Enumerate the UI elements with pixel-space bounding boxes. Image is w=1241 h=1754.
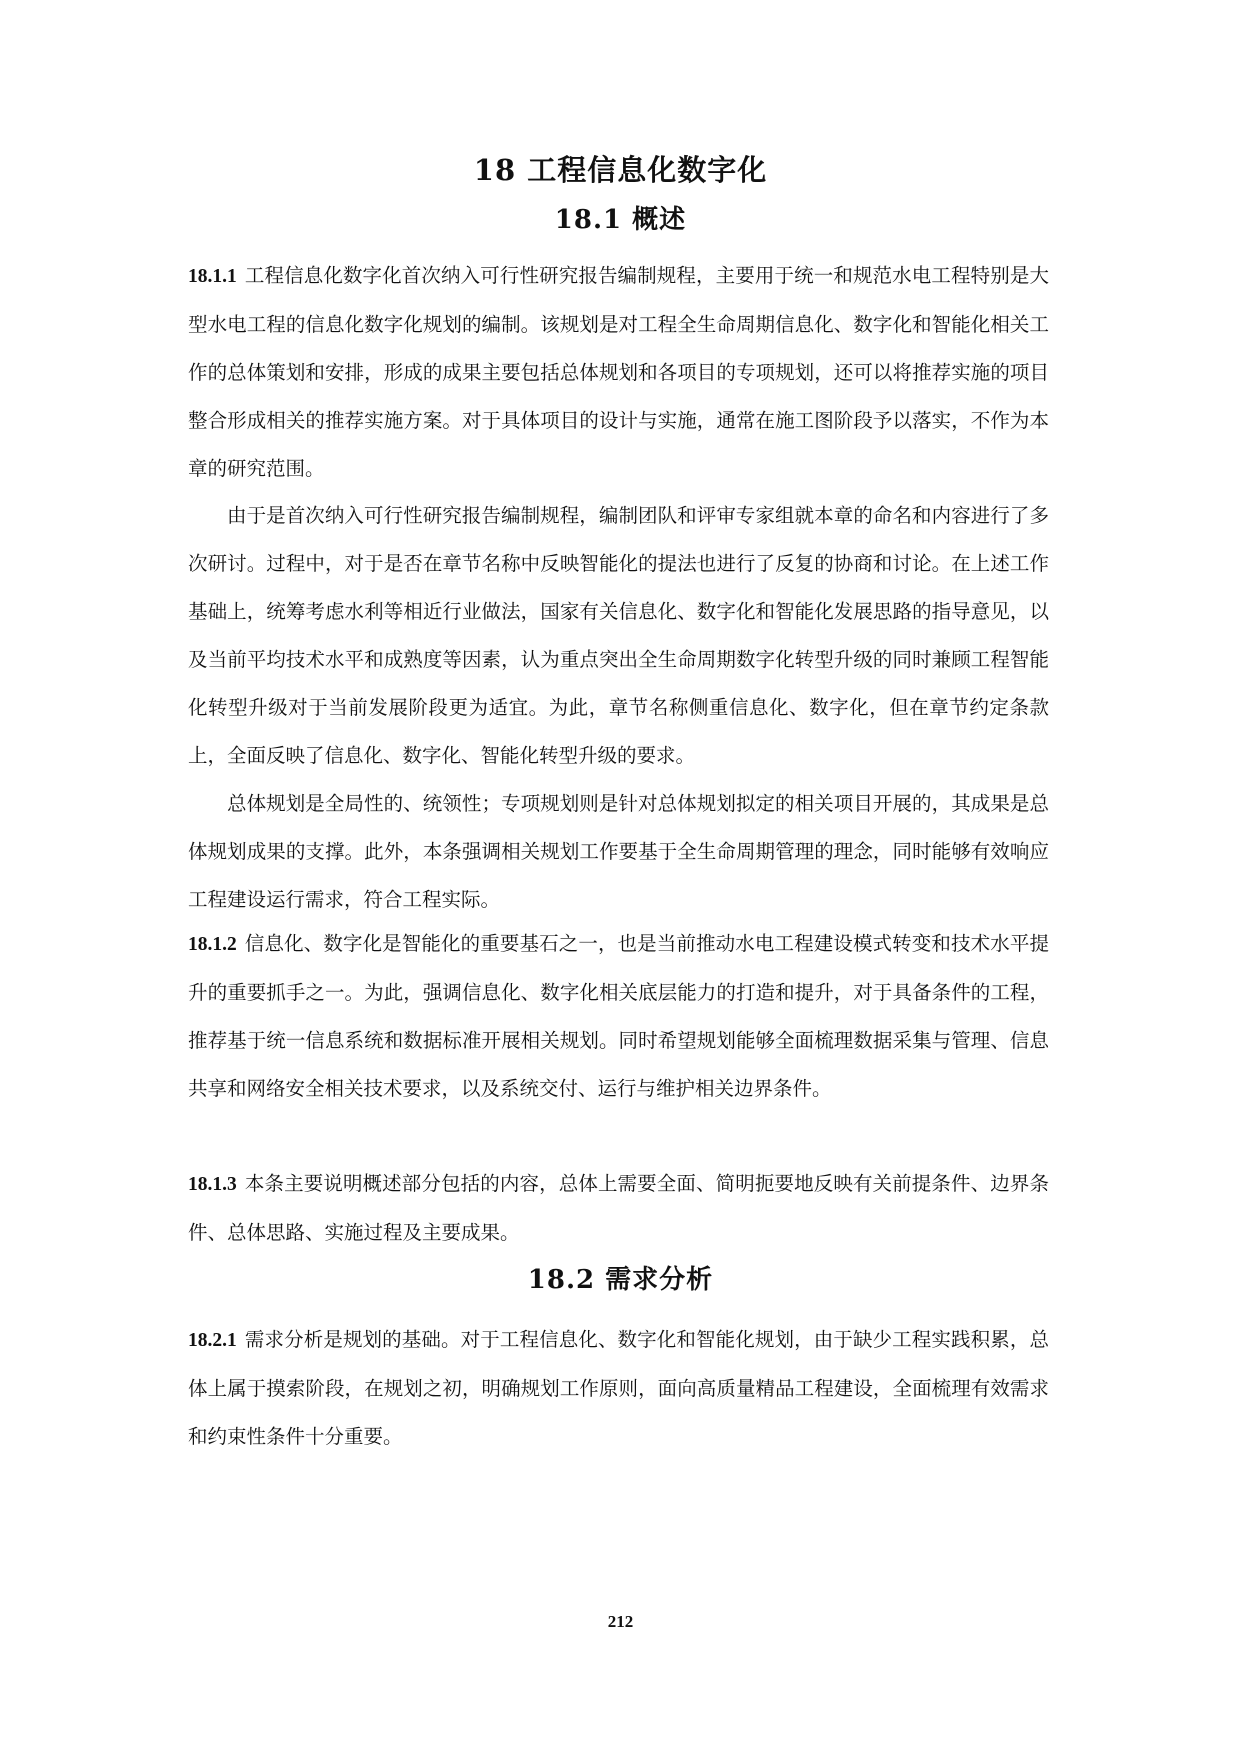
paragraph-text: 总体规划是全局性的、统领性；专项规划则是针对总体规划拟定的相关项目开展的，其成果是总体规划成果的支撑。此外，本条强调相关规划工作要基于全生命周期管理的理念，同时能够有效响应工程建设运行需求，符合工程实际。 <box>188 792 1049 911</box>
paragraph-text: 需求分析是规划的基础。对于工程信息化、数字化和智能化规划，由于缺少工程实践积累，总体上属于摸索阶段，在规划之初，明确规划工作原则，面向高质量精品工程建设，全面梳理有效需求和约束性条件十分重要。 <box>188 1328 1049 1448</box>
paragraph-18-1-1-naming <box>188 492 1049 780</box>
paragraph-18-1-2 <box>188 920 1049 1113</box>
clause-number: 18.1.2 <box>188 934 237 955</box>
clause-number: 18.2.1 <box>188 1330 237 1351</box>
clause-number: 18.1.1 <box>188 266 237 287</box>
page-number: 212 <box>607 1612 634 1631</box>
paragraph-text: 由于是首次纳入可行性研究报告编制规程，编制团队和评审专家组就本章的命名和内容进行了多次研讨。过程中，对于是否在章节名称中反映智能化的提法也进行了反复的协商和讨论。在上述工作基础上，统筹考虑水利等相近行业做法，国家有关信息化、数字化和智能化发展思路的指导意见，以及当前平均技术水平和成熟度等因素，认为重点突出全生命周期数字化转型升级的同时兼顾工程智能化转型升级对于当前发展阶段更为适宜。为此，章节名称侧重信息化、数字化，但在章节约定条款上，全面反映了信息化、数字化、智能化转型升级的要求。 <box>188 504 1049 767</box>
section-title-requirements: 18.2 需求分析 <box>527 1265 714 1295</box>
paragraph-18-1-1 <box>188 252 1049 493</box>
clause-number: 18.1.3 <box>188 1174 237 1195</box>
paragraph-18-1-1-planning <box>188 780 1049 924</box>
paragraph-18-1-3 <box>188 1160 1049 1257</box>
paragraph-18-2-1 <box>188 1316 1049 1461</box>
section-title-overview: 18.1 概述 <box>554 205 687 235</box>
paragraph-text: 工程信息化数字化首次纳入可行性研究报告编制规程，主要用于统一和规范水电工程特别是大型水电工程的信息化数字化规划的编制。该规划是对工程全生命周期信息化、数字化和智能化相关工作的总体策划和安排，形成的成果主要包括总体规划和各项目的专项规划，还可以将推荐实施的项目整合形成相关的推荐实施方案。对于具体项目的设计与实施，通常在施工图阶段予以落实，不作为本章的研究范围。 <box>188 264 1049 480</box>
paragraph-text: 信息化、数字化是智能化的重要基石之一，也是当前推动水电工程建设模式转变和技术水平提升的重要抓手之一。为此，强调信息化、数字化相关底层能力的打造和提升，对于具备条件的工程，推荐基于统一信息系统和数据标准开展相关规划。同时希望规划能够全面梳理数据采集与管理、信息共享和网络安全相关技术要求，以及系统交付、运行与维护相关边界条件。 <box>188 932 1049 1100</box>
paragraph-text: 本条主要说明概述部分包括的内容，总体上需要全面、简明扼要地反映有关前提条件、边界条件、总体思路、实施过程及主要成果。 <box>188 1172 1049 1244</box>
chapter-title: 18 工程信息化数字化 <box>473 153 768 187</box>
